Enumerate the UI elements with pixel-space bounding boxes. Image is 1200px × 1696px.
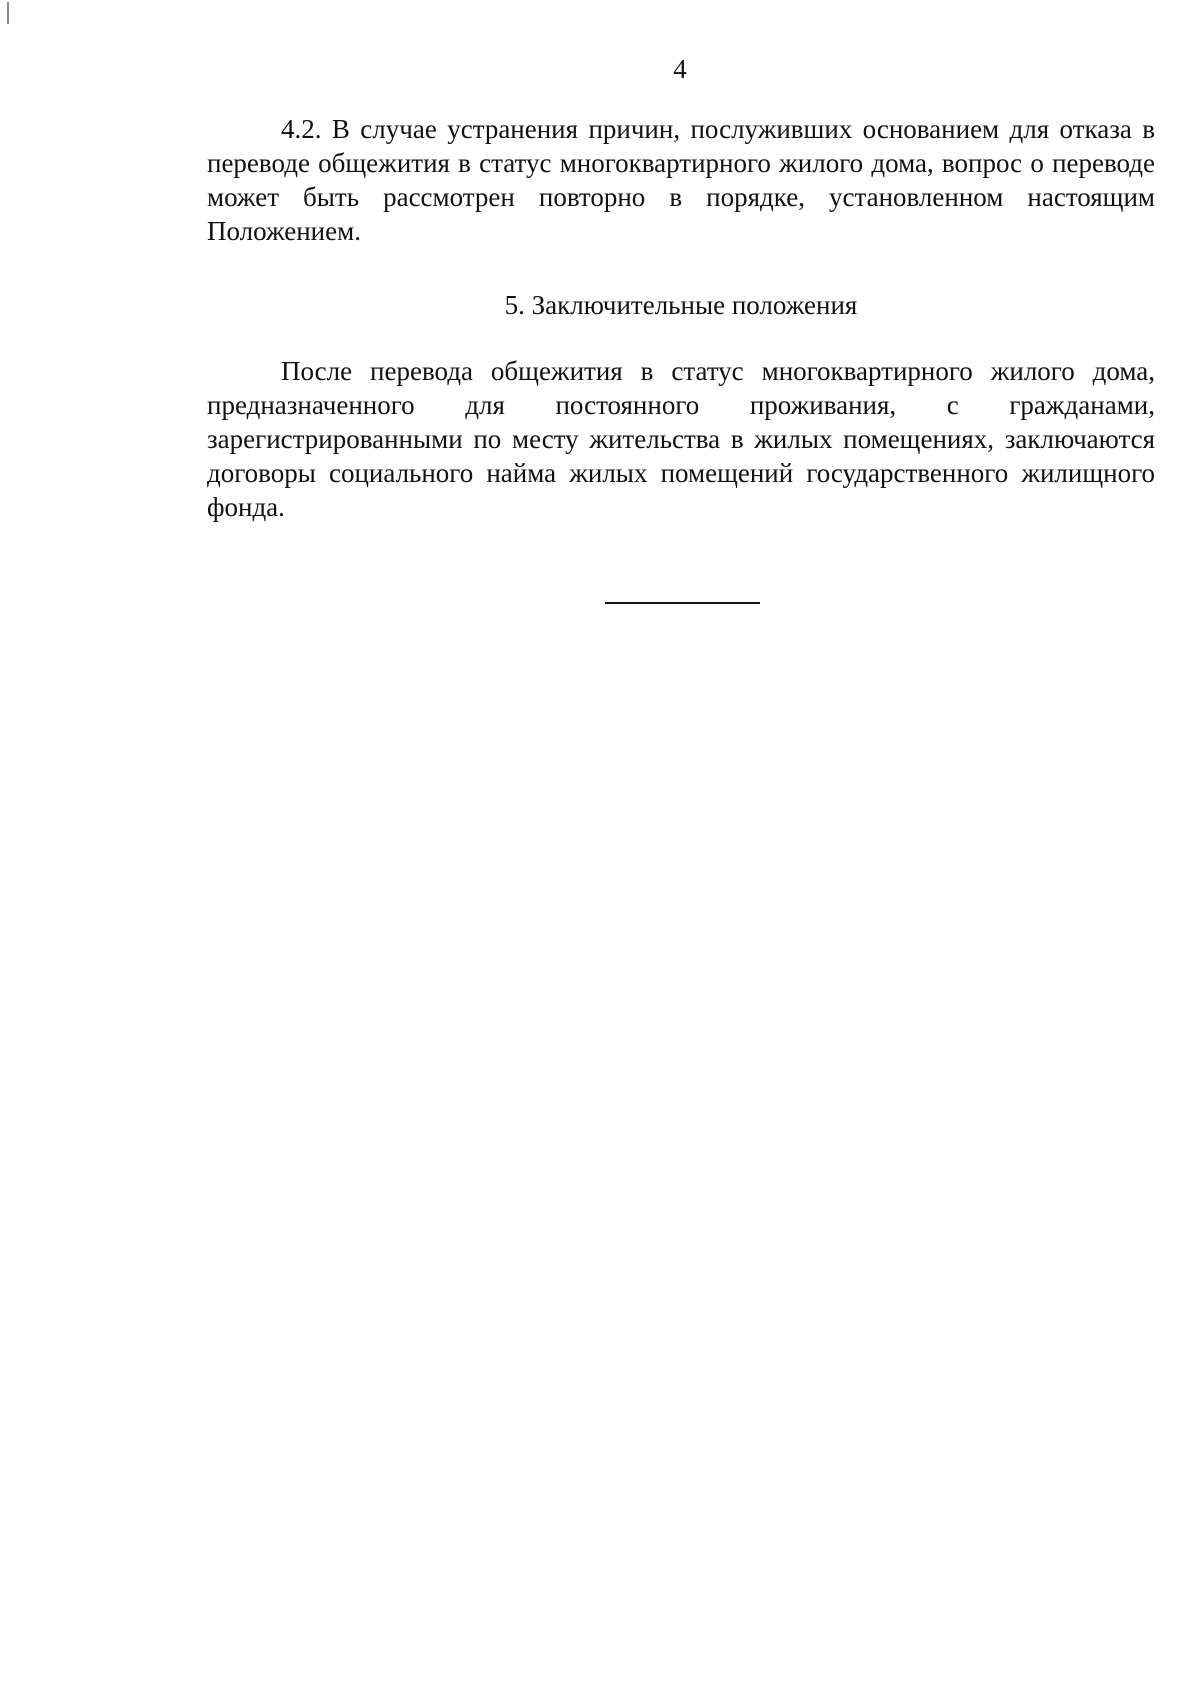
paragraph-4-2: 4.2. В случае устранения причин, послуживших основанием для отказа в переводе общежития в статус многоквартирного жилого дома, вопрос о переводе может быть рассмотрен повторно в порядке, установленном настоящим Положением. <box>207 114 1155 246</box>
scan-edge-mark <box>7 2 9 24</box>
section-5-heading: 5. Заключительные положения <box>504 290 858 320</box>
page-number: 4 <box>673 54 687 84</box>
paragraph-5: После перевода общежития в статус многоквартирного жилого дома, предназначенного для постоянного проживания, с гражданами, зарегистрированными по месту жительства в жилых помещениях, заключаются договоры социального найма жилых помещений государственного жилищного фонда. <box>207 356 1155 522</box>
end-of-document-rule <box>605 602 760 604</box>
document-body <box>207 112 1155 524</box>
